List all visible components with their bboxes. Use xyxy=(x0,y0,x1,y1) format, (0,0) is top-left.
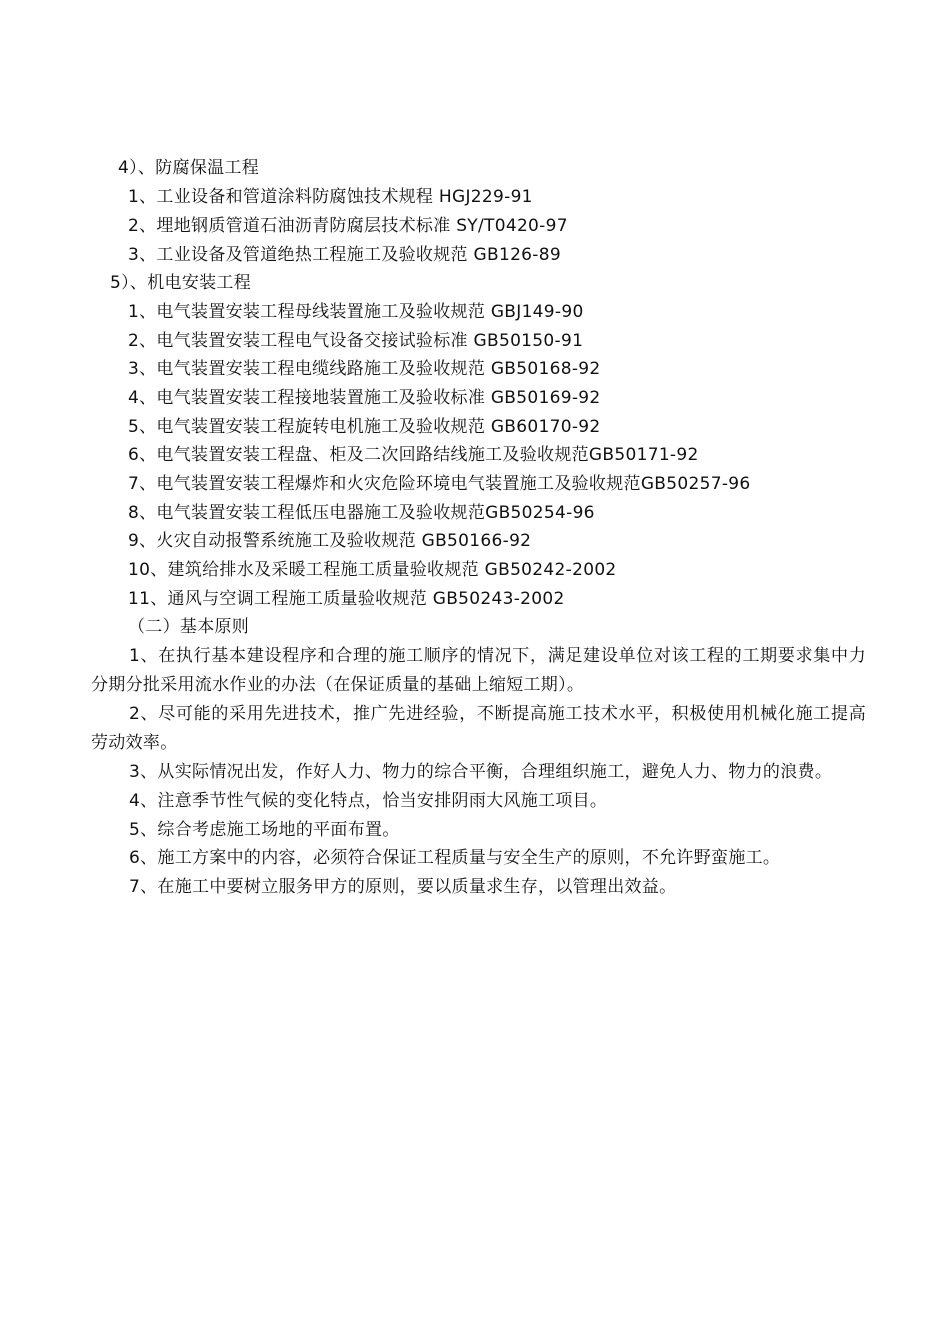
section-5-item-4: 4、电气装置安装工程接地装置施工及验收标准 GB50169-92 xyxy=(128,388,601,408)
section-5-item-1: 1、电气装置安装工程母线装置施工及验收规范 GBJ149-90 xyxy=(128,302,584,322)
section-5-item-9: 9、火灾自动报警系统施工及验收规范 GB50166-92 xyxy=(128,531,532,551)
principle-2: 2、尽可能的采用先进技术，推广先进经验，不断提高施工技术水平，积极使用机械化施工提高劳动效率。 xyxy=(91,704,866,753)
section-5-item-5: 5、电气装置安装工程旋转电机施工及验收规范 GB60170-92 xyxy=(128,417,601,437)
section-5-item-2: 2、电气装置安装工程电气设备交接试验标准 GB50150-91 xyxy=(128,331,584,351)
section-5-item-11: 11、通风与空调工程施工质量验收规范 GB50243-2002 xyxy=(128,589,565,609)
section-4-item-3: 3、工业设备及管道绝热工程施工及验收规范 GB126-89 xyxy=(128,245,561,265)
principle-1: 1、在执行基本建设程序和合理的施工顺序的情况下，满足建设单位对该工程的工期要求集中力分期分批采用流水作业的办法（在保证质量的基础上缩短工期）。 xyxy=(91,646,866,695)
section-5-item-6: 6、电气装置安装工程盘、柜及二次回路结线施工及验收规范GB50171-92 xyxy=(128,445,699,465)
principles-heading: （二）基本原则 xyxy=(128,617,250,637)
section-4-item-2: 2、埋地钢质管道石油沥青防腐层技术标准 SY/T0420-97 xyxy=(128,216,568,236)
principle-7: 7、在施工中要树立服务甲方的原则，要以质量求生存，以管理出效益。 xyxy=(129,877,677,897)
principle-5: 5、综合考虑施工场地的平面布置。 xyxy=(129,820,400,840)
principle-6: 6、施工方案中的内容，必须符合保证工程质量与安全生产的原则，不允许野蛮施工。 xyxy=(129,848,781,868)
section-5-item-8: 8、电气装置安装工程低压电器施工及验收规范GB50254-96 xyxy=(128,503,595,523)
principle-4: 4、注意季节性气候的变化特点，恰当安排阴雨大风施工项目。 xyxy=(129,791,608,811)
section-4-heading: 4）、防腐保温工程 xyxy=(118,158,260,178)
section-5-item-7: 7、电气装置安装工程爆炸和火灾危险环境电气装置施工及验收规范GB50257-96 xyxy=(128,474,751,494)
section-5-item-3: 3、电气装置安装工程电缆线路施工及验收规范 GB50168-92 xyxy=(128,359,601,379)
section-4-item-1: 1、工业设备和管道涂料防腐蚀技术规程 HGJ229-91 xyxy=(128,187,533,207)
section-5-heading: 5）、机电安装工程 xyxy=(110,273,252,293)
principle-3: 3、从实际情况出发，作好人力、物力的综合平衡，合理组织施工，避免人力、物力的浪费。 xyxy=(129,762,833,782)
section-5-item-10: 10、建筑给排水及采暖工程施工质量验收规范 GB50242-2002 xyxy=(128,560,617,580)
